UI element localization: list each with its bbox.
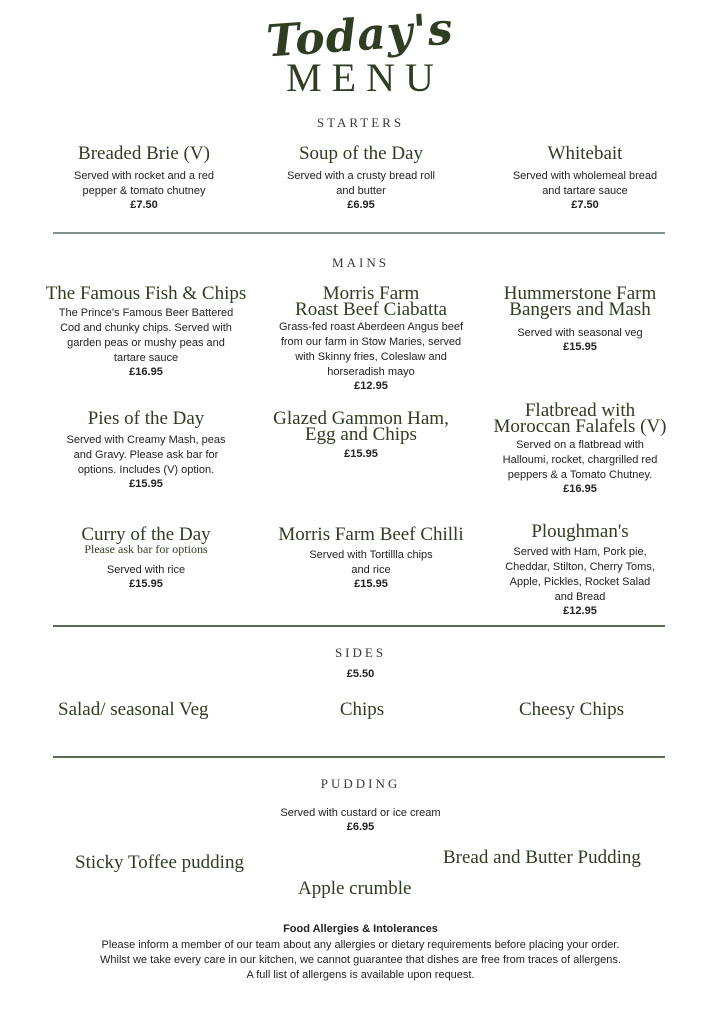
allergy-notice xyxy=(0,938,721,983)
desc-line: Served on a flatbread with xyxy=(516,439,644,451)
allergy-line: Whilst we take every care in our kitchen, we cannot guarantee that dishes are free from traces of allergens. xyxy=(100,954,621,966)
dish-name: Hummerstone Farm xyxy=(503,283,657,304)
dish-desc xyxy=(475,545,685,605)
main-item xyxy=(256,408,466,460)
side-item: Cheesy Chips xyxy=(519,699,625,720)
pudding-item: Apple crumble xyxy=(298,878,412,899)
dish-name: Glazed Gammon Ham, xyxy=(273,408,449,429)
desc-line: Served with seasonal veg xyxy=(517,327,643,339)
pudding-price: £6.95 xyxy=(346,821,375,833)
desc-line: Cod and chunky chips. Served with xyxy=(60,322,232,334)
main-item xyxy=(41,524,251,590)
dish-name: Moroccan Falafels (V) xyxy=(493,416,667,437)
pudding-item: Bread and Butter Pudding xyxy=(443,847,641,868)
starter-item xyxy=(39,143,249,211)
dish-desc xyxy=(256,320,486,380)
desc-line: garden peas or mushy peas and xyxy=(67,337,225,349)
dish-name: Egg and Chips xyxy=(305,424,417,445)
divider xyxy=(53,232,665,234)
desc-line: Served with rice xyxy=(106,564,186,576)
dish-name: Ploughman's xyxy=(531,521,629,542)
dish-name: Flatbread with xyxy=(524,400,636,421)
pudding-desc: Served with custard or ice cream xyxy=(280,807,441,819)
script-title: Today's xyxy=(264,3,456,68)
dish-name: Curry of the Day xyxy=(81,524,211,545)
desc-line: Grass-fed roast Aberdeen Angus beef xyxy=(278,321,464,333)
dish-price: £16.95 xyxy=(563,483,597,495)
starters-heading: STARTERS xyxy=(316,115,405,130)
main-item xyxy=(475,400,685,495)
desc-line: peppers & a Tomato Chutney. xyxy=(507,469,653,481)
desc-line: horseradish mayo xyxy=(327,366,415,378)
dish-desc xyxy=(480,169,690,199)
dish-desc xyxy=(39,169,249,199)
desc-line: options. Includes (V) option. xyxy=(77,464,215,476)
main-item xyxy=(480,283,680,353)
dish-desc xyxy=(480,326,680,341)
dish-price: £7.50 xyxy=(571,199,599,211)
pudding-heading: PUDDING xyxy=(320,776,401,791)
dish-price: £12.95 xyxy=(354,380,388,392)
desc-line: Served with Tortillla chips xyxy=(309,549,433,561)
sides-price: £5.50 xyxy=(346,668,375,680)
desc-line: Served with Ham, Pork pie, xyxy=(513,546,647,558)
desc-line: and rice xyxy=(351,564,391,576)
dish-desc xyxy=(256,169,466,199)
desc-line: Served with rocket and a red xyxy=(73,170,215,182)
desc-line: Cheddar, Stilton, Cherry Toms, xyxy=(505,561,655,573)
starter-item xyxy=(256,143,466,211)
desc-line: Apple, Pickles, Rocket Salad xyxy=(509,576,651,588)
main-item xyxy=(31,283,261,378)
desc-line: Served with Creamy Mash, peas xyxy=(66,434,226,446)
dish-desc xyxy=(256,548,486,578)
menu-title: MENU xyxy=(286,55,444,100)
main-item xyxy=(41,408,251,490)
desc-line: Served with wholemeal bread xyxy=(512,170,658,182)
dish-note: Please ask bar for options xyxy=(84,542,208,556)
desc-line: tartare sauce xyxy=(113,352,179,364)
desc-line: from our farm in Stow Maries, served xyxy=(280,336,462,348)
starter-item xyxy=(480,143,690,211)
allergy-line: Please inform a member of our team about any allergies or dietary requirements before placing your order. xyxy=(101,939,620,951)
sides-heading: SIDES xyxy=(334,645,387,660)
dish-name: Whitebait xyxy=(547,143,623,164)
desc-line: and tartare sauce xyxy=(542,185,628,197)
desc-line: and Gravy. Please ask bar for xyxy=(73,449,219,461)
allergy-title: Food Allergies & Intolerances xyxy=(283,923,438,935)
dish-price: £16.95 xyxy=(129,366,163,378)
dish-price: £12.95 xyxy=(563,605,597,617)
desc-line: and Bread xyxy=(554,591,606,603)
main-item xyxy=(256,524,486,590)
dish-desc xyxy=(475,438,685,483)
dish-desc xyxy=(31,306,261,366)
dish-price: £15.95 xyxy=(129,478,163,490)
mains-heading: MAINS xyxy=(332,255,389,270)
side-item: Chips xyxy=(339,699,385,720)
desc-line: The Prince's Famous Beer Battered xyxy=(58,307,234,319)
dish-desc xyxy=(41,433,251,478)
side-item: Salad/ seasonal Veg xyxy=(58,699,209,720)
dish-name: Morris Farm xyxy=(322,283,420,304)
desc-line: and butter xyxy=(336,185,386,197)
dish-desc xyxy=(41,563,251,578)
dish-name: Pies of the Day xyxy=(87,408,205,429)
dish-price: £15.95 xyxy=(129,578,163,590)
dish-name: The Famous Fish & Chips xyxy=(45,283,247,304)
dish-price: £6.95 xyxy=(347,199,375,211)
dish-price: £15.95 xyxy=(344,448,378,460)
dish-name: Soup of the Day xyxy=(298,143,423,164)
dish-name: Roast Beef Ciabatta xyxy=(295,299,447,320)
allergy-line: A full list of allergens is available upon request. xyxy=(246,969,475,981)
main-item xyxy=(256,283,486,392)
divider xyxy=(53,756,665,758)
desc-line: with Skinny fries, Coleslaw and xyxy=(295,351,447,363)
desc-line: Halloumi, rocket, chargrilled red xyxy=(502,454,658,466)
divider xyxy=(53,625,665,627)
dish-price: £15.95 xyxy=(354,578,388,590)
main-item xyxy=(475,521,685,617)
dish-name: Morris Farm Beef Chilli xyxy=(278,524,464,545)
dish-name: Bangers and Mash xyxy=(509,299,651,320)
dish-name: Breaded Brie (V) xyxy=(78,143,210,164)
dish-price: £7.50 xyxy=(130,199,158,211)
desc-line: pepper & tomato chutney xyxy=(82,185,206,197)
desc-line: Served with a crusty bread roll xyxy=(287,170,435,182)
dish-price: £15.95 xyxy=(563,341,597,353)
pudding-item: Sticky Toffee pudding xyxy=(75,852,244,873)
